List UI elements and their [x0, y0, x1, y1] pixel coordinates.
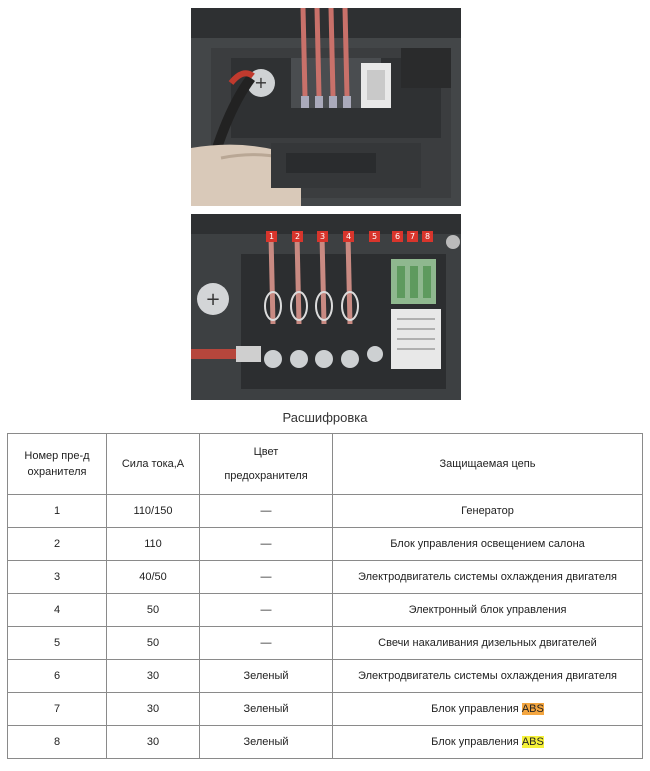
fuse-box-photo-bottom [191, 214, 461, 400]
table-caption: Расшифровка [282, 410, 368, 425]
cell-color: — [200, 627, 333, 660]
cell-circuit: Электронный блок управления [333, 594, 643, 627]
fuse-marker-6: 6 [392, 231, 403, 242]
svg-text:+: + [205, 289, 221, 310]
fuse-marker-4: 4 [343, 231, 354, 242]
cell-current: 30 [107, 726, 200, 759]
svg-text:+: + [254, 73, 268, 92]
circuit-text: Блок управления [431, 703, 522, 715]
cell-number: 1 [8, 495, 107, 528]
fuse-marker-3: 3 [317, 231, 328, 242]
header-row [8, 434, 643, 495]
header-fuse-number: Номер пре-дохранителя [8, 434, 107, 495]
table-row [8, 726, 643, 759]
header-current: Сила тока,А [107, 434, 200, 495]
cell-current: 30 [107, 693, 200, 726]
abs-highlight: ABS [521, 736, 544, 748]
table-row [8, 561, 643, 594]
cell-number: 8 [8, 726, 107, 759]
fuse-table [7, 433, 643, 759]
fuse-marker-5: 5 [369, 231, 380, 242]
table-row [8, 693, 643, 726]
cell-color: — [200, 594, 333, 627]
cell-color: — [200, 528, 333, 561]
fuse-marker-7: 7 [407, 231, 418, 242]
cell-color: Зеленый [200, 693, 333, 726]
table-row [8, 495, 643, 528]
fuse-marker-1: 1 [266, 231, 277, 242]
cell-current: 110/150 [107, 495, 200, 528]
circuit-text: Блок управления [431, 736, 522, 748]
cell-color: Зеленый [200, 726, 333, 759]
table-row [8, 594, 643, 627]
fuse-marker-2: 2 [292, 231, 303, 242]
cell-current: 40/50 [107, 561, 200, 594]
table-row [8, 660, 643, 693]
fuse-box-photo-top [191, 8, 461, 206]
cell-circuit [333, 693, 643, 726]
cell-circuit: Свечи накаливания дизельных двигателей [333, 627, 643, 660]
cell-circuit: Генератор [333, 495, 643, 528]
cell-circuit: Электродвигатель системы охлаждения двигателя [333, 660, 643, 693]
cell-current: 110 [107, 528, 200, 561]
abs-highlight: ABS [521, 703, 544, 715]
cell-circuit: Электродвигатель системы охлаждения двигателя [333, 561, 643, 594]
cell-color: — [200, 495, 333, 528]
table-row [8, 627, 643, 660]
cell-current: 50 [107, 627, 200, 660]
cell-number: 6 [8, 660, 107, 693]
cell-number: 2 [8, 528, 107, 561]
fuse-table-header [8, 434, 643, 495]
cell-circuit [333, 726, 643, 759]
header-fuse-color: Цвет предохранителя [200, 434, 333, 495]
cell-number: 4 [8, 594, 107, 627]
cell-current: 50 [107, 594, 200, 627]
cell-color: — [200, 561, 333, 594]
header-protected-circuit: Защищаемая цепь [333, 434, 643, 495]
table-row [8, 528, 643, 561]
cell-color: Зеленый [200, 660, 333, 693]
fuse-marker-8: 8 [422, 231, 433, 242]
cell-number: 5 [8, 627, 107, 660]
cell-number: 3 [8, 561, 107, 594]
cell-number: 7 [8, 693, 107, 726]
cell-current: 30 [107, 660, 200, 693]
fuse-table-body [8, 495, 643, 759]
cell-circuit: Блок управления освещением салона [333, 528, 643, 561]
